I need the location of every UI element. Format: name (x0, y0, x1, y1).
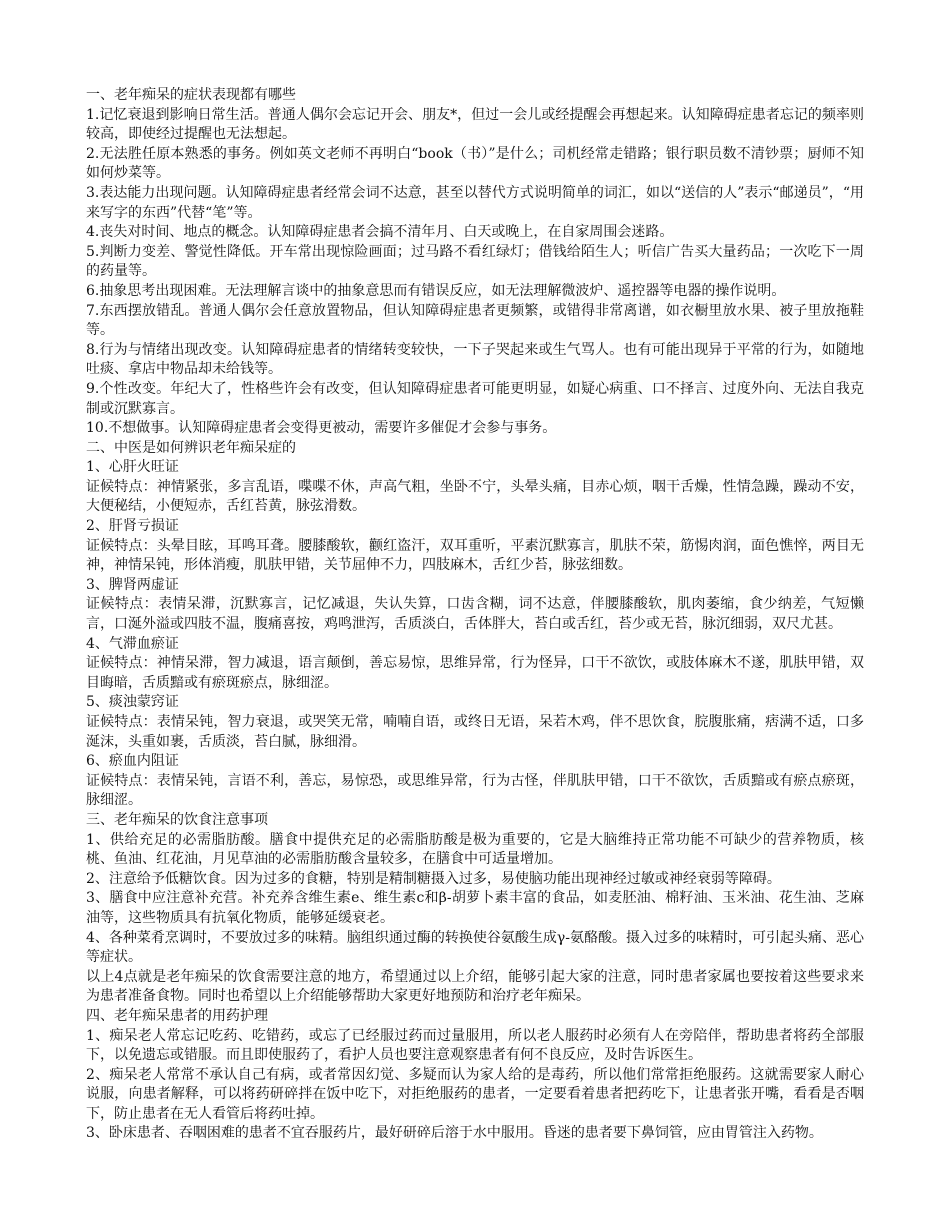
section-heading: 四、老年痴呆患者的用药护理 (86, 1007, 268, 1024)
paragraph: 10.不想做事。认知障碍症患者会变得更被动，需要许多催促才会参与事务。 (86, 420, 557, 437)
paragraph: 证候特点：表情呆钝，智力衰退，或哭笑无常，喃喃自语，或终日无语，呆若木鸡，伴不思饮食，脘腹胀痛，痞满不适，口多涎沫，头重如裹，舌质淡，苔白腻，脉细滑。 (86, 714, 864, 750)
paragraph: 4.丧失对时间、地点的概念。认知障碍症患者会搞不清年月、白天或晚上，在自家周围会迷路。 (86, 224, 674, 241)
section-heading: 三、老年痴呆的饮食注意事项 (86, 811, 268, 828)
paragraph: 证候特点：表情呆滞，沉默寡言，记忆减退，失认失算，口齿含糊，词不达意，伴腰膝酸软，肌肉萎缩，食少纳差，气短懒言，口涎外溢或四肢不温，腹痛喜按，鸡鸣泄泻，舌质淡白，舌体胖大，苔白或舌红，苔少或无苔，脉沉细弱，双尺尤甚。 (86, 596, 864, 633)
subsection-title: 6、瘀血内阻证 (86, 753, 179, 770)
section-heading: 二、中医是如何辨识老年痴呆症的 (86, 439, 296, 456)
paragraph: 证候特点：头晕目眩，耳鸣耳聋。腰膝酸软，颧红盗汗，双耳重听，平素沉默寡言，肌肤不荣，筋惕肉润，面色憔悴，两目无神，神情呆钝，形体消瘦，肌肤甲错，关节屈伸不力，四肢麻木，舌红少苔，脉弦细数。 (86, 537, 864, 574)
paragraph: 5.判断力变差、警觉性降低。开车常出现惊险画面；过马路不看红绿灯；借钱给陌生人；听信广告买大量药品；一次吃下一周的药量等。 (86, 243, 864, 280)
paragraph: 2、注意给予低糖饮食。因为过多的食糖，特别是精制糖摄入过多，易使脑功能出现神经过敏或神经衰弱等障碍。 (86, 870, 781, 887)
paragraph: 以上4点就是老年痴呆的饮食需要注意的地方，希望通过以上介绍，能够引起大家的注意，同时患者家属也要按着这些要求来为患者准备食物。同时也希望以上介绍能够帮助大家更好地预防和治疗老年痴呆。 (86, 968, 864, 1005)
paragraph: 3、膳食中应注意补充营。补充养含维生素e、维生素c和β-胡萝卜素丰富的食品，如麦胚油、棉籽油、玉米油、花生油、芝麻油等，这些物质具有抗氧化物质，能够延缓衰老。 (86, 890, 864, 926)
paragraph: 1、痴呆老人常忘记吃药、吃错药，或忘了已经服过药而过量服用，所以老人服药时必须有人在旁陪伴，帮助患者将药全部服下，以免遗忘或错服。而且即使服药了，看护人员也要注意观察患者有何不良反应，及时告诉医生。 (86, 1027, 864, 1064)
paragraph: 8.行为与情绪出现改变。认知障碍症患者的情绪转变较快，一下子哭起来或生气骂人。也有可能出现异于平常的行为，如随地吐痰、拿店中物品却未给钱等。 (86, 341, 864, 378)
paragraph: 2、痴呆老人常常不承认自己有病，或者常因幻觉、多疑而认为家人给的是毒药，所以他们常常拒绝服药。这就需要家人耐心说服，向患者解释，可以将药研碎拌在饭中吃下，对拒绝服药的患者，一定要看着患者把药吃下，让患者张开嘴，看看是否咽下，防止患者在无人看管后将药吐掉。 (86, 1066, 864, 1122)
paragraph: 3、卧床患者、吞咽困难的患者不宜吞服药片，最好研碎后溶于水中服用。昏迷的患者要下鼻饲管，应由胃管注入药物。 (86, 1125, 823, 1142)
paragraph: 3.表达能力出现问题。认知障碍症患者经常会词不达意，甚至以替代方式说明简单的词汇，如以“送信的人”表示“邮递员”，“用来写字的东西”代替“笔”等。 (86, 184, 864, 221)
subsection-title: 3、脾肾两虚证 (86, 576, 179, 593)
paragraph: 1.记忆衰退到影响日常生活。普通人偶尔会忘记开会、朋友*，但过一会儿或经提醒会再想起来。认知障碍症患者忘记的频率则较高，即使经过提醒也无法想起。 (86, 106, 864, 143)
paragraph: 证候特点：神情紧张，多言乱语，喋喋不休，声高气粗，坐卧不宁，头晕头痛，目赤心烦，咽干舌燥，性情急躁，躁动不安，大便秘结，小便短赤，舌红苔黄，脉弦滑数。 (86, 478, 864, 515)
subsection-title: 5、痰浊蒙窍证 (86, 694, 179, 711)
paragraph: 7.东西摆放错乱。普通人偶尔会任意放置物品，但认知障碍症患者更频繁，或错得非常离谱，如衣橱里放水果、被子里放拖鞋等。 (86, 302, 864, 339)
section-heading: 一、老年痴呆的症状表现都有哪些 (86, 87, 296, 103)
paragraph: 4、各种菜肴烹调时，不要放过多的味精。脑组织通过酶的转换使谷氨酸生成γ-氨酪酸。摄入过多的味精时，可引起头痛、恶心等症状。 (86, 929, 865, 966)
paragraph: 证候特点：神情呆滞，智力减退，语言颠倒，善忘易惊，思维异常，行为怪异，口干不欲饮，或肢体麻木不遂，肌肤甲错，双目晦暗，舌质黯或有瘀斑瘀点，脉细涩。 (86, 655, 864, 691)
subsection-title: 4、气滞血瘀证 (86, 635, 179, 652)
paragraph: 证候特点：表情呆钝，言语不利，善忘，易惊恐，或思维异常，行为古怪，伴肌肤甲错，口干不欲饮，舌质黯或有瘀点瘀斑，脉细涩。 (86, 772, 864, 809)
paragraph: 2.无法胜任原本熟悉的事务。例如英文老师不再明白“book（书）”是什么；司机经常走错路；银行职员数不清钞票；厨师不知如何炒菜等。 (86, 145, 864, 182)
paragraph: 6.抽象思考出现困难。无法理解言谈中的抽象意思而有错误反应，如无法理解微波炉、遥控器等电器的操作说明。 (86, 282, 786, 299)
paragraph: 1、供给充足的必需脂肪酸。膳食中提供充足的必需脂肪酸是极为重要的，它是大脑维持正常功能不可缺少的营养物质，核桃、鱼油、红花油，月见草油的必需脂肪酸含量较多，在膳食中可适量增加。 (86, 831, 864, 868)
subsection-title: 1、心肝火旺证 (86, 459, 179, 476)
subsection-title: 2、肝肾亏损证 (86, 518, 179, 535)
paragraph: 9.个性改变。年纪大了，性格些许会有改变，但认知障碍症患者可能更明显，如疑心病重、口不择言、过度外向、无法自我克制或沉默寡言。 (86, 380, 864, 417)
